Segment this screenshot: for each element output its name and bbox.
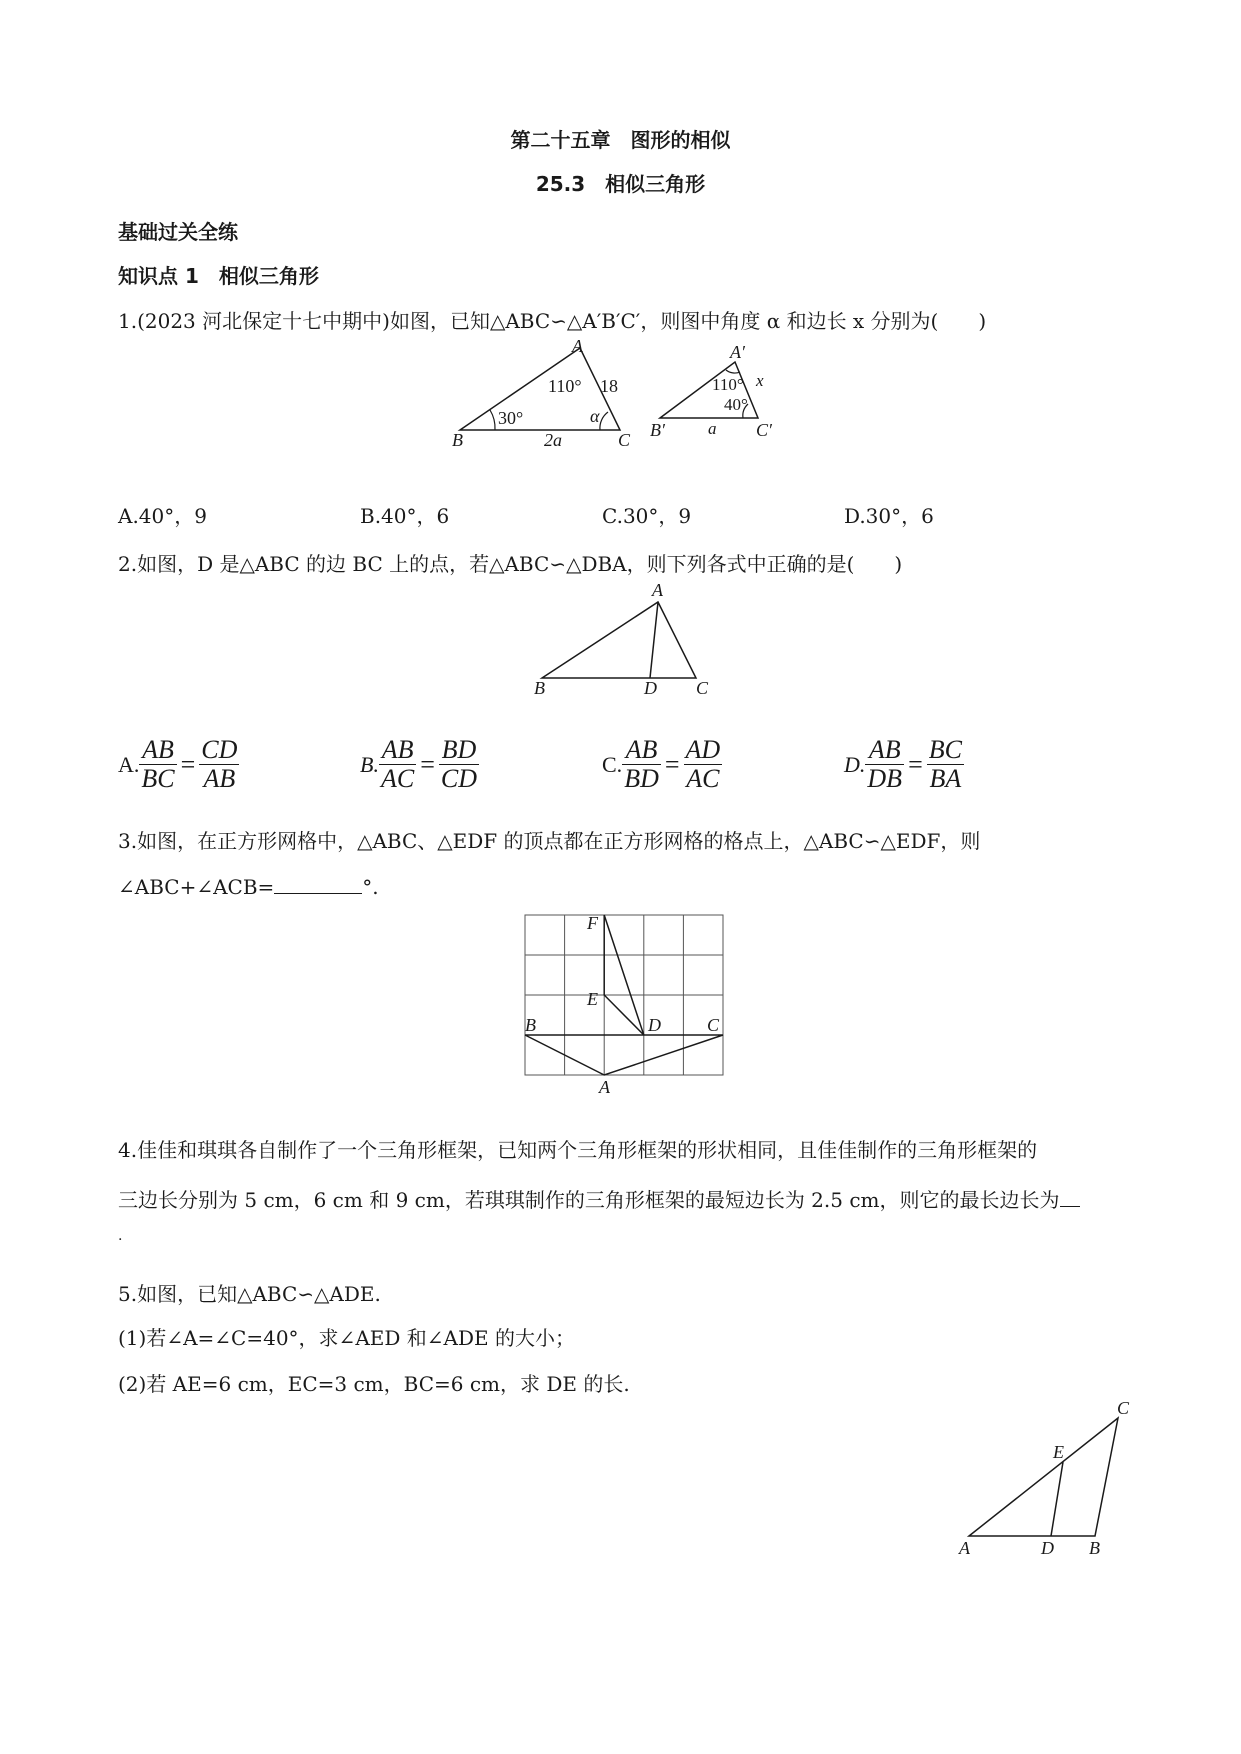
q1-option-a[interactable]: A.40°，9 bbox=[118, 504, 207, 528]
q1-label-A: A bbox=[572, 340, 583, 356]
q3-label-F: F bbox=[587, 913, 598, 933]
q3-label-E: E bbox=[587, 989, 598, 1009]
question-3-line-1: 3.如图，在正方形网格中，△ABC、△EDF 的顶点都在正方形网格的格点上，△ABC∽△EDF，则 bbox=[118, 829, 981, 853]
q4-answer-blank[interactable] bbox=[1060, 1188, 1080, 1207]
question-4-line-1: 4.佳佳和琪琪各自制作了一个三角形框架，已知两个三角形框架的形状相同，且佳佳制作的三角形框架的 bbox=[118, 1138, 1038, 1162]
question-3-line-2: ∠ABC+∠ACB= °. bbox=[118, 875, 379, 899]
q2-option-b[interactable]: B. $\frac{AB}{AC}$ = $\frac{BD}{CD}$ bbox=[360, 735, 477, 793]
q1-angle-alpha: α bbox=[590, 406, 600, 426]
q3-label-D: D bbox=[648, 1015, 661, 1035]
question-2-text: 2.如图，D 是△ABC 的边 BC 上的点，若△ABC∽△DBA，则下列各式中正确的是( ) bbox=[118, 552, 903, 576]
q5-label-A: A bbox=[959, 1538, 970, 1558]
q2-label-A: A bbox=[652, 580, 663, 600]
question-5-text: 5.如图，已知△ABC∽△ADE. bbox=[118, 1282, 381, 1306]
q1-label-B-prime: B′ bbox=[650, 420, 665, 440]
chapter-title: 第二十五章 图形的相似 bbox=[510, 128, 731, 152]
q3-label-A: A bbox=[599, 1077, 610, 1095]
question-5-part-1: (1)若∠A=∠C=40°，求∠AED 和∠ADE 的大小； bbox=[118, 1326, 575, 1350]
question-5-figure bbox=[955, 1400, 1145, 1570]
question-1-figure bbox=[440, 340, 810, 450]
question-1-text: 1.(2023 河北保定十七中期中)如图，已知△ABC∽△A′B′C′，则图中角度 α 和边长 x 分别为( ) bbox=[118, 309, 987, 333]
q1-label-B: B bbox=[452, 430, 463, 450]
q2-option-d[interactable]: D. $\frac{AB}{DB}$ = $\frac{BC}{BA}$ bbox=[844, 735, 962, 793]
q2-option-c[interactable]: C. $\frac{AB}{BD}$ = $\frac{AD}{AC}$ bbox=[602, 735, 721, 793]
question-2-figure bbox=[520, 580, 730, 700]
q2-label-C: C bbox=[696, 678, 709, 698]
q2-label-B: B bbox=[534, 678, 545, 698]
q1-option-d[interactable]: D.30°，6 bbox=[844, 504, 934, 528]
q1-angle-30: 30° bbox=[498, 408, 524, 428]
q1-label-C: C bbox=[618, 430, 631, 450]
q3-label-B: B bbox=[525, 1015, 536, 1035]
q1-angle-110: 110° bbox=[548, 376, 582, 396]
q1-option-c[interactable]: C.30°，9 bbox=[602, 504, 692, 528]
question-5-part-2: (2)若 AE=6 cm，EC=3 cm，BC=6 cm，求 DE 的长. bbox=[118, 1372, 630, 1396]
q2-label-D: D bbox=[644, 678, 657, 698]
q2-option-a[interactable]: A. $\frac{AB}{BC}$ = $\frac{CD}{AB}$ bbox=[118, 735, 238, 793]
question-4-line-3: . bbox=[118, 1228, 123, 1244]
q1-angle-110-prime: 110° bbox=[712, 375, 744, 394]
q3-grid bbox=[525, 915, 723, 1075]
knowledge-point-title: 知识点 1 相似三角形 bbox=[118, 264, 319, 288]
question-4-line-2: 三边长分别为 5 cm，6 cm 和 9 cm，若琪琪制作的三角形框架的最短边长为 2.5 cm，则它的最长边长为 bbox=[118, 1184, 1080, 1213]
q1-label-C-prime: C′ bbox=[756, 420, 772, 440]
q5-label-C: C bbox=[1117, 1400, 1130, 1418]
q1-option-b[interactable]: B.40°，6 bbox=[360, 504, 450, 528]
q3-label-C: C bbox=[707, 1015, 720, 1035]
q1-angle-40: 40° bbox=[724, 395, 748, 414]
q5-label-B: B bbox=[1089, 1538, 1100, 1558]
q3-answer-blank[interactable] bbox=[274, 875, 362, 894]
exercise-set-title: 基础过关全练 bbox=[118, 220, 238, 244]
q1-label-A-prime: A′ bbox=[730, 342, 745, 362]
section-title: 25.3 相似三角形 bbox=[535, 172, 706, 196]
q1-side-x: x bbox=[756, 371, 764, 390]
q5-label-E: E bbox=[1053, 1442, 1064, 1462]
question-3-figure bbox=[505, 905, 735, 1095]
q1-side-18: 18 bbox=[600, 376, 618, 396]
q1-side-a: a bbox=[708, 419, 717, 438]
q1-side-2a: 2a bbox=[544, 430, 562, 450]
q5-label-D: D bbox=[1041, 1538, 1054, 1558]
